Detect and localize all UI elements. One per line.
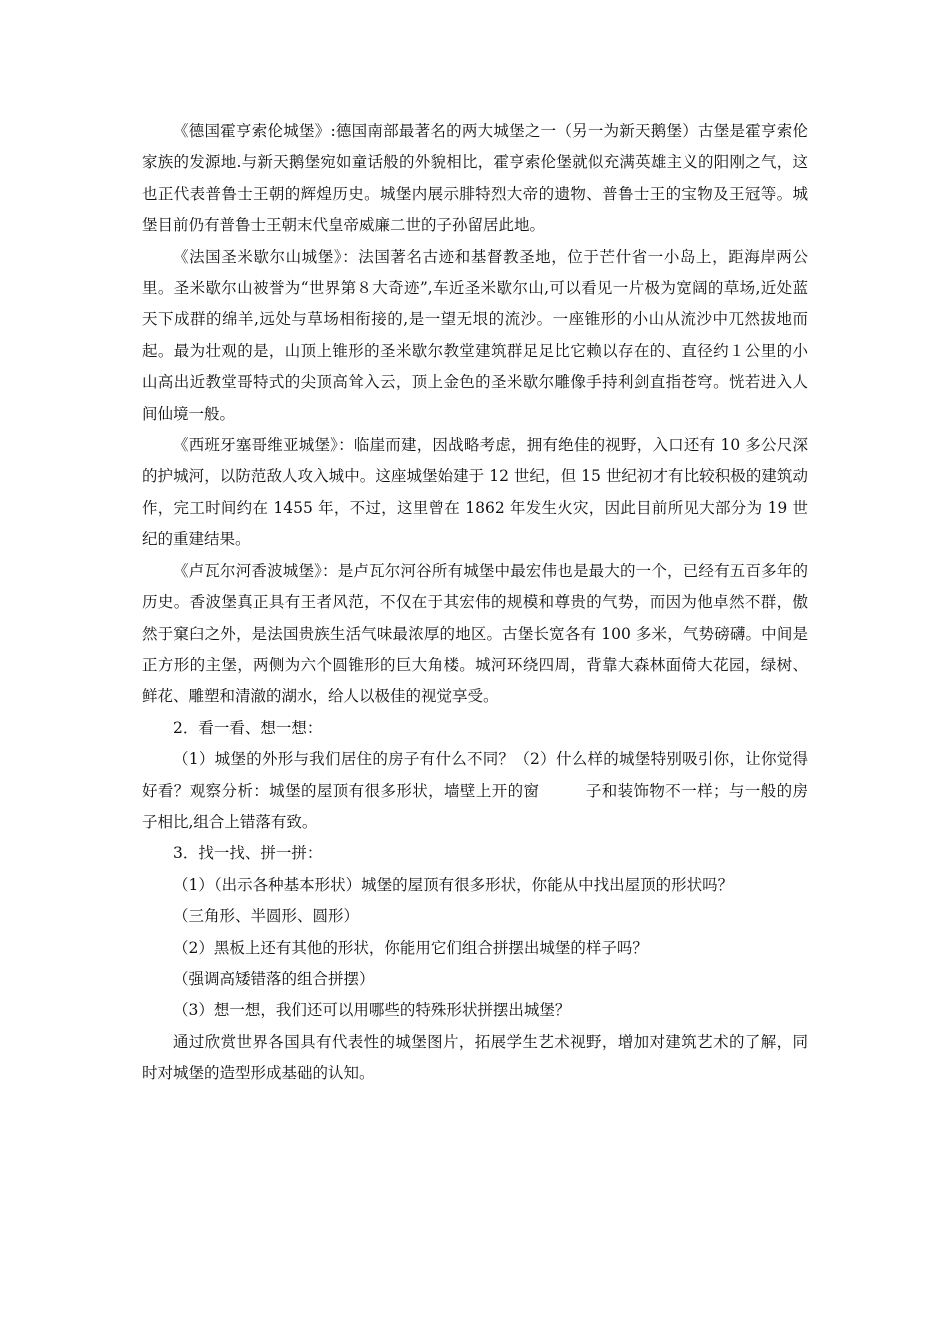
paragraph-chambord-castle: 《卢瓦尔河香波城堡》：是卢瓦尔河谷所有城堡中最宏伟也是最大的一个，已经有五百多年的历史。香波堡真正具有王者风范，不仅在于其宏伟的规模和尊贵的气势，而因为他卓然不群，傲然于窠臼之外，是法国贵族生活气味最浓厚的地区。古堡长宽各有 100 多米，气势磅礴。中间是正方形的主堡，两侧为六个圆锥形的巨大角楼。城河环绕四周，背靠大森林面倚大花园，绿树、鲜花、雕塑和清澈的湖水，给人以极佳的视觉享受。 <box>142 561 808 706</box>
observation-text-part-1: （1）城堡的外形与我们居住的房子有什么不同？（2）什么样的城堡特别吸引你，让你觉得好看？观察分析：城堡的屋顶有很多形状，墙壁上开的窗 <box>142 750 808 800</box>
answer-shapes: （三角形、半圆形、圆形） <box>173 907 360 926</box>
paragraph-observation-questions <box>142 744 808 838</box>
question-assemble-castle: （2）黑板上还有其他的形状，你能用它们组合拼摆出城堡的样子吗？ <box>173 938 648 957</box>
observation-text-part-2: 子和装饰物不一样；与一般的房子相比,组合上错落有致。 <box>142 781 808 831</box>
document-body <box>142 116 808 1090</box>
note-height-variation: （强调高矮错落的组合拼摆） <box>173 969 375 988</box>
paragraph-hohenzollern-castle: 《德国霍亨索伦城堡》:德国南部最著名的两大城堡之一（另一为新天鹅堡）古堡是霍亨索伦家族的发源地.与新天鹅堡宛如童话般的外貌相比，霍亨索伦堡就似充满英雄主义的阳刚之气，这也正代表普鲁士王朝的辉煌历史。城堡内展示腓特烈大帝的遗物、普鲁士王的宝物及王冠等。城堡目前仍有普鲁士王朝末代皇帝威廉二世的子孙留居此地。 <box>142 122 808 235</box>
section-heading-find-and-assemble: 3．找一找、拼一拼： <box>173 844 323 863</box>
question-special-shapes: （3）想一想，我们还可以用哪些的特殊形状拼摆出城堡？ <box>173 1001 571 1020</box>
paragraph-mont-saint-michel: 《法国圣米歇尔山城堡》：法国著名古迹和基督教圣地，位于芒什省一小岛上，距海岸两公里。圣米歇尔山被誉为“世界第８大奇迹”,车近圣米歇尔山,可以看见一片极为宽阔的草场,近处蓝天下成群的绵羊,远处与草场相衔接的,是一望无垠的流沙。一座锥形的小山从流沙中兀然拔地而起。最为壮观的是，山顶上锥形的圣米歇尔教堂建筑群足足比它赖以存在的、直径约１公里的小山高出近教堂哥特式的尖顶高耸入云，顶上金色的圣米歇尔雕像手持利剑直指苍穹。恍若进入人间仙境一般。 <box>142 247 808 423</box>
paragraph-segovia-castle: 《西班牙塞哥维亚城堡》：临崖而建，因战略考虑，拥有绝佳的视野，入口还有 10 多公尺深的护城河，以防范敌人攻入城中。这座城堡始建于 12 世纪，但 15 世纪初才有比较积极的建筑动作，完工时间约在 1455 年，不过，这里曾在 1862 年发生火灾，因此目前所见大部分为 19 世纪的重建结果。 <box>142 436 808 549</box>
section-heading-look-and-think: 2．看一看、想一想： <box>173 718 323 737</box>
paragraph-summary: 通过欣赏世界各国具有代表性的城堡图片，拓展学生艺术视野，增加对建筑艺术的了解，同时对城堡的造型形成基础的认知。 <box>142 1032 808 1083</box>
question-roof-shapes: （1）（出示各种基本形状）城堡的屋顶有很多形状，你能从中找出屋顶的形状吗？ <box>173 875 734 894</box>
